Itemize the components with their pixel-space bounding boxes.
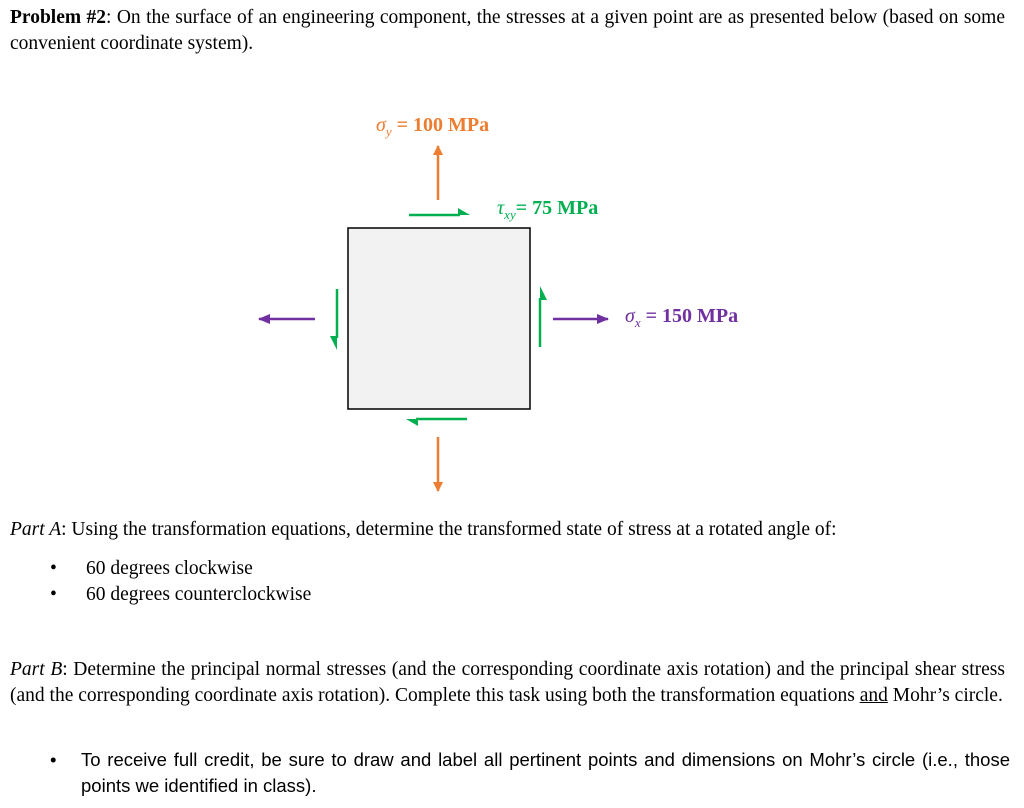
bullet-icon: •	[50, 558, 57, 579]
sigma-y-label	[376, 114, 489, 140]
tau-xy-subscript: xy	[504, 207, 516, 222]
part-a-bullet-text: 60 degrees clockwise	[86, 558, 253, 579]
part-a-bullet-text: 60 degrees counterclockwise	[86, 584, 312, 605]
list-item	[0, 556, 311, 582]
part-a-bullet-list	[0, 556, 311, 608]
bullet-icon: •	[50, 749, 57, 770]
part-b-text-after: Mohr’s circle.	[887, 684, 1003, 706]
tau-xy-arrow-top	[409, 208, 470, 215]
list-item	[0, 747, 1010, 799]
part-a-text: : Using the transformation equations, determine the transformed state of stress at a rotated angle of:	[61, 519, 837, 540]
sigma-y-value: = 100 MPa	[396, 114, 490, 136]
part-b-bullet-text: To receive full credit, be sure to draw and label all pertinent points and dimensions on Mohr’s circle (i.e., those points we identified in class).	[81, 749, 1010, 796]
problem-text: : On the surface of an engineering component, the stresses at a given point are as presented below (based on some convenient coordinate system).	[10, 7, 1005, 54]
list-item	[0, 582, 311, 608]
part-a-statement	[10, 517, 1005, 543]
tau-xy-value: = 75 MPa	[515, 197, 599, 219]
stress-element-square	[348, 228, 530, 409]
sigma-y-symbol: σ	[376, 114, 386, 136]
sigma-x-label	[625, 305, 738, 331]
part-b-statement	[10, 657, 1005, 708]
part-b-text-before: : Determine the principal normal stresses (and the corresponding coordinate axis rotation) and the principal shear stress (and the corresponding coordinate axis rotation). Complete this task using both the transformation equations	[10, 659, 1005, 706]
sigma-x-value: = 150 MPa	[645, 305, 739, 327]
part-b-and-word: and	[859, 684, 888, 706]
problem-heading: Problem #2	[10, 7, 107, 28]
bullet-icon: •	[50, 584, 57, 605]
tau-xy-arrow-left	[330, 289, 337, 350]
part-b-bullet-list	[0, 747, 1010, 799]
tau-xy-arrow-bottom	[406, 419, 467, 426]
tau-xy-symbol: τ	[497, 197, 505, 219]
tau-xy-arrow-right	[540, 286, 547, 347]
sigma-x-subscript: x	[634, 315, 641, 330]
sigma-x-symbol: σ	[625, 305, 635, 327]
tau-xy-label	[497, 197, 598, 223]
part-b-label: Part B	[10, 659, 63, 680]
sigma-y-subscript: y	[385, 124, 392, 139]
part-a-label: Part A	[10, 519, 62, 540]
